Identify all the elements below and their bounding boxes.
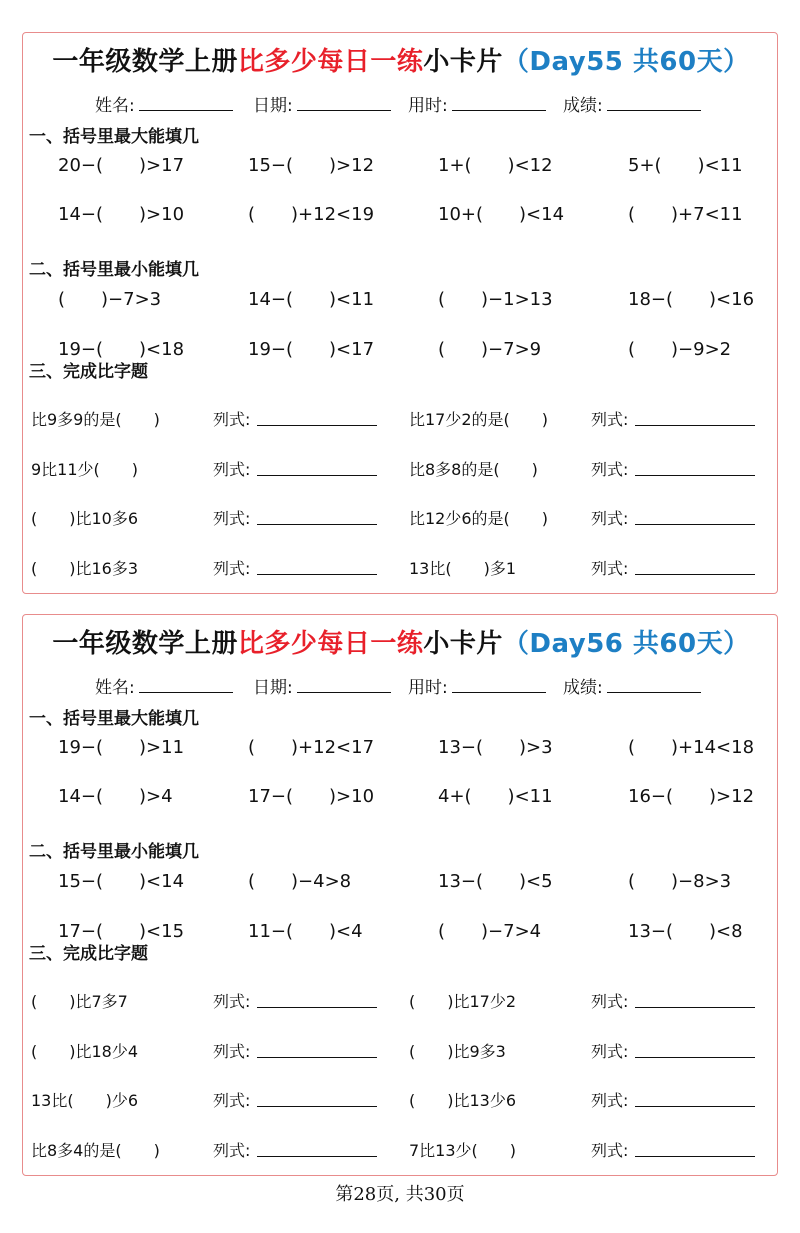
sec1-question[interactable]: 15−( )>12 <box>248 155 375 176</box>
sec1-question[interactable]: 4+( )<11 <box>438 786 553 807</box>
title-prefix: 一年级数学上册 <box>52 47 238 77</box>
sec2-question[interactable]: 19−( )<17 <box>248 339 375 360</box>
sec1-question[interactable]: 17−( )>10 <box>248 786 375 807</box>
sec1-question[interactable]: ( )+14<18 <box>628 737 755 758</box>
title-day: （Day56 共60天） <box>502 629 750 659</box>
formula-label: 列式: <box>213 1141 251 1160</box>
section-3-heading: 三、完成比字题 <box>29 362 148 382</box>
formula-label: 列式: <box>213 992 251 1011</box>
card-title <box>23 623 779 660</box>
formula-answer-line[interactable] <box>257 1057 377 1058</box>
sec1-question[interactable]: 20−( )>17 <box>58 155 185 176</box>
formula-label: 列式: <box>213 1091 251 1110</box>
score-field-label: 成绩: <box>563 678 603 698</box>
formula-answer-line[interactable] <box>257 1007 377 1008</box>
date-field-group <box>253 91 391 116</box>
sec3-question: ( )比9多3 <box>409 1042 506 1061</box>
title-day: （Day55 共60天） <box>502 47 750 77</box>
title-topic: 比多少每日一练 <box>237 47 424 77</box>
sec2-question[interactable]: 14−( )<11 <box>248 289 375 310</box>
title-suffix: 小卡片 <box>423 629 503 659</box>
formula-answer-line[interactable] <box>635 1057 755 1058</box>
formula-label: 列式: <box>591 1141 629 1160</box>
title-prefix: 一年级数学上册 <box>52 629 238 659</box>
score-field[interactable] <box>607 677 701 693</box>
sec3-question: 比12少6的是( ) <box>409 509 549 528</box>
formula-label: 列式: <box>213 559 251 578</box>
sec2-question[interactable]: 19−( )<18 <box>58 339 185 360</box>
sec2-question[interactable]: ( )−7>9 <box>438 339 542 360</box>
sec2-question[interactable]: 18−( )<16 <box>628 289 755 310</box>
sec2-question[interactable]: 13−( )<8 <box>628 921 743 942</box>
sec3-question: ( )比16多3 <box>31 559 139 578</box>
sec2-question[interactable]: 11−( )<4 <box>248 921 363 942</box>
formula-label: 列式: <box>591 509 629 528</box>
formula-label: 列式: <box>591 1042 629 1061</box>
time-field-group <box>408 91 546 116</box>
page-footer: 第28页, 共30页 <box>335 1184 465 1205</box>
sec2-question[interactable]: ( )−7>3 <box>58 289 162 310</box>
sec3-question: ( )比13少6 <box>409 1091 517 1110</box>
section-2-heading: 二、括号里最小能填几 <box>29 260 199 280</box>
formula-label: 列式: <box>591 410 629 429</box>
sec2-question[interactable]: ( )−7>4 <box>438 921 542 942</box>
sec3-question: ( )比7多7 <box>31 992 128 1011</box>
formula-answer-line[interactable] <box>257 1106 377 1107</box>
sec1-question[interactable]: ( )+7<11 <box>628 204 743 225</box>
sec3-question: 9比11少( ) <box>31 460 139 479</box>
section-3-heading: 三、完成比字题 <box>29 944 148 964</box>
section-2-heading: 二、括号里最小能填几 <box>29 842 199 862</box>
sec1-question[interactable]: 16−( )>12 <box>628 786 755 807</box>
title-suffix: 小卡片 <box>423 47 503 77</box>
formula-label: 列式: <box>591 559 629 578</box>
sec2-question[interactable]: 13−( )<5 <box>438 871 553 892</box>
formula-label: 列式: <box>213 509 251 528</box>
title-topic: 比多少每日一练 <box>237 629 424 659</box>
time-field-group <box>408 673 546 698</box>
date-field[interactable] <box>297 95 391 111</box>
name-field[interactable] <box>139 677 233 693</box>
sec3-question: 比17少2的是( ) <box>409 410 549 429</box>
formula-label: 列式: <box>213 1042 251 1061</box>
section-1-heading: 一、括号里最大能填几 <box>29 709 199 729</box>
score-field-group <box>563 673 701 698</box>
name-field-label: 姓名: <box>95 96 135 116</box>
formula-label: 列式: <box>591 1091 629 1110</box>
sec1-question[interactable]: 5+( )<11 <box>628 155 743 176</box>
formula-answer-line[interactable] <box>257 475 377 476</box>
sec3-question: ( )比17少2 <box>409 992 517 1011</box>
card-title <box>23 41 779 78</box>
time-field[interactable] <box>452 677 546 693</box>
formula-answer-line[interactable] <box>257 524 377 525</box>
score-field-group <box>563 91 701 116</box>
sec1-question[interactable]: 14−( )>10 <box>58 204 185 225</box>
name-field[interactable] <box>139 95 233 111</box>
formula-label: 列式: <box>213 410 251 429</box>
formula-label: 列式: <box>591 992 629 1011</box>
date-field-label: 日期: <box>253 96 293 116</box>
worksheet-card-day55 <box>22 32 778 594</box>
date-field-group <box>253 673 391 698</box>
sec2-question[interactable]: ( )−9>2 <box>628 339 732 360</box>
formula-answer-line[interactable] <box>635 1007 755 1008</box>
sec2-question[interactable]: 15−( )<14 <box>58 871 185 892</box>
formula-answer-line[interactable] <box>635 524 755 525</box>
name-field-label: 姓名: <box>95 678 135 698</box>
formula-answer-line[interactable] <box>635 475 755 476</box>
sec1-question[interactable]: 14−( )>4 <box>58 786 173 807</box>
date-field[interactable] <box>297 677 391 693</box>
formula-answer-line[interactable] <box>635 1106 755 1107</box>
formula-answer-line[interactable] <box>635 574 755 575</box>
time-field-label: 用时: <box>408 96 448 116</box>
formula-label: 列式: <box>213 460 251 479</box>
worksheet-card-day56 <box>22 614 778 1176</box>
score-field-label: 成绩: <box>563 96 603 116</box>
sec3-question: 13比( )少6 <box>31 1091 139 1110</box>
sec2-question[interactable]: ( )−8>3 <box>628 871 732 892</box>
formula-answer-line[interactable] <box>257 425 377 426</box>
sec2-question[interactable]: ( )−1>13 <box>438 289 553 310</box>
formula-answer-line[interactable] <box>635 425 755 426</box>
sec2-question[interactable]: ( )−4>8 <box>248 871 352 892</box>
name-field-group <box>95 673 233 698</box>
sec1-question[interactable]: 1+( )<12 <box>438 155 553 176</box>
sec1-question[interactable]: 13−( )>3 <box>438 737 553 758</box>
time-field[interactable] <box>452 95 546 111</box>
score-field[interactable] <box>607 95 701 111</box>
sec1-question[interactable]: 10+( )<14 <box>438 204 565 225</box>
time-field-label: 用时: <box>408 678 448 698</box>
sec3-question: ( )比18少4 <box>31 1042 139 1061</box>
sec1-question[interactable]: 19−( )>11 <box>58 737 185 758</box>
sec3-question: ( )比10多6 <box>31 509 139 528</box>
sec3-question: 比8多4的是( ) <box>31 1141 160 1160</box>
sec2-question[interactable]: 17−( )<15 <box>58 921 185 942</box>
sec3-question: 13比( )多1 <box>409 559 517 578</box>
formula-answer-line[interactable] <box>635 1156 755 1157</box>
formula-answer-line[interactable] <box>257 574 377 575</box>
formula-label: 列式: <box>591 460 629 479</box>
date-field-label: 日期: <box>253 678 293 698</box>
sec3-question: 7比13少( ) <box>409 1141 517 1160</box>
sec3-question: 比8多8的是( ) <box>409 460 538 479</box>
name-field-group <box>95 91 233 116</box>
sec3-question: 比9多9的是( ) <box>31 410 160 429</box>
formula-answer-line[interactable] <box>257 1156 377 1157</box>
sec1-question[interactable]: ( )+12<17 <box>248 737 375 758</box>
section-1-heading: 一、括号里最大能填几 <box>29 127 199 147</box>
sec1-question[interactable]: ( )+12<19 <box>248 204 375 225</box>
